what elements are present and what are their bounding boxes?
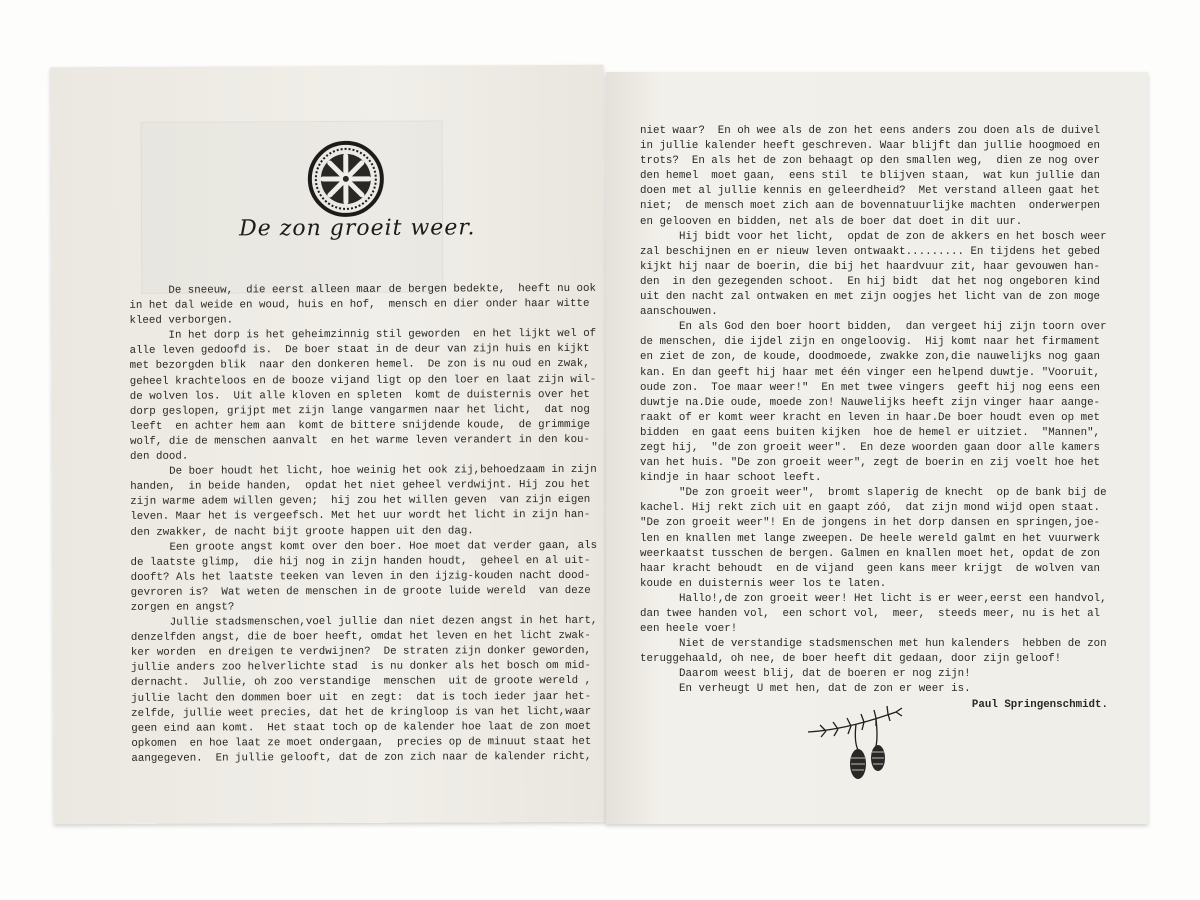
text-line: dernacht. Jullie, oh zoo verstandige menschen uit de groote wereld , (131, 675, 592, 690)
text-line: kijkt hij naar de boerin, die bij het haardvuur zit, haar gevouwen han- (640, 260, 1101, 273)
text-line: in het dal weide en woud, huis en hof, mensch en dier onder haar witte (129, 297, 590, 312)
text-line: doen met al jullie kennis en geleerdheid? Met verstand alleen gaat het (640, 185, 1101, 198)
text-line: Daarom weest blij, dat de boeren er nog zijn! (679, 668, 971, 681)
text-line: Een groote angst komt over den boer. Hoe moet dat verder gaan, als (169, 539, 598, 554)
right-page (606, 72, 1148, 824)
text-line: denzelfden angst, die de boer heeft, omdat het leven en het licht zwak- (130, 630, 591, 645)
left-page (50, 65, 606, 824)
text-line: weerkaatst tusschen de bergen. Galmen en knallen moet het, opdat de zon (640, 547, 1101, 560)
wheel-emblem-icon (306, 139, 386, 219)
text-line: zorgen en angst? (130, 601, 235, 614)
author-signature: Paul Springenschmidt. (971, 698, 1108, 711)
text-line: leven. Maar het is vergeefsch. Met het uur wordt het licht in zijn han- (130, 509, 591, 524)
text-line: de laatste glimp, die hij nog in zijn handen houdt, geheel en al uit- (130, 554, 591, 569)
text-line: kindje in haar schoot leeft. (640, 472, 822, 485)
pine-branch-icon (806, 702, 906, 782)
text-line: "De zon groeit weer", bromt slaperig de knecht op de bank bij de (679, 487, 1107, 500)
text-line: In het dorp is het geheimzinnig stil geworden en het lijkt wel of (168, 328, 597, 342)
text-line: zal beschijnen en er nieuw leven ontwaakt......... En tijdens het gebed (640, 245, 1101, 258)
text-line: En verheugt U met hen, dat de zon er weer is. (679, 683, 971, 696)
text-line: teruggehaald, oh nee, de boer heeft dit gedaan, door zijn geloof! (640, 653, 1062, 666)
text-line: raakt of er komt weer kracht en leven in haar.De boer houdt even op met (640, 411, 1101, 424)
text-line: oude zon. Toe maar weer!" En met twee vingers geeft hij nog eens een (640, 381, 1101, 394)
text-line: leeft en achter hem aan komt de bittere snijdende koude, de grimmige (129, 418, 590, 433)
text-line: gevroren is? Wat weten de menschen in de groote luide wereld van deze (130, 584, 591, 599)
text-line: zijn warme adem willen geven; hij zou het willen geven van zijn eigen (130, 494, 591, 509)
text-line: opkomen en hoe laat ze moet ondergaan, precies op de minuut staat het (131, 735, 592, 750)
text-line: zelfde, jullie weet precies, dat het de kringloop is van het licht,waar (131, 705, 592, 720)
text-line: de menschen, die ijdel zijn en ongeloovig. Hij komt naar het firmament (640, 336, 1101, 349)
body-text (640, 124, 1108, 713)
text-line: Hallo!,de zon groeit weer! Het licht is er weer,eerst een handvol, (679, 592, 1107, 605)
text-line: En als God den boer hoort bidden, dan vergeet hij zijn toorn over (679, 321, 1107, 334)
text-line: de wolven los. Uit alle kloven en spleten komt de duisternis over het (129, 388, 590, 403)
bleed-through-shadow (141, 120, 444, 293)
text-line: kleed verborgen. (129, 314, 234, 328)
text-line: haar kracht behoudt en de vijand geen kans meer krijgt de wolven van (640, 562, 1101, 575)
text-line: koude en duisternis weer los te laten. (640, 577, 887, 590)
text-line: zegt hij, "de zon groeit weer". En deze woorden gaan door alle kamers (640, 441, 1101, 454)
text-line: dan twee handen vol, een schort vol, meer, steeds meer, nu is het al (640, 608, 1101, 620)
text-line: kan. En dan geeft hij haar met één vinger een helpend duwtje. "Vooruit, (640, 366, 1101, 379)
text-line: den hemel moet gaan, eens stil te blijven staan, wat kun jullie dan (640, 170, 1101, 183)
body-text (129, 282, 598, 767)
text-line: geen eind aan komt. Het staat toch op de kalender hoe laat de zon moet (131, 720, 592, 735)
text-line: en ziet de zon, de koude, doodmoede, zwakke zon,die nauwelijks nog gaan (640, 351, 1101, 364)
text-line: aangegeven. En jullie gelooft, dat de zon zich naar de kalender richt, (131, 750, 592, 765)
text-line: uit den nacht zal ontwaken en met zijn oogjes het licht van de zon moge (640, 291, 1101, 304)
text-line: "De zon groeit weer"! En de jongens in het dorp dansen en springen,joe- (640, 517, 1101, 530)
text-line: een heele voer! (640, 623, 738, 636)
text-line: De boer houdt het licht, hoe weinig het ook zij,behoedzaam in zijn (169, 463, 597, 478)
text-line: den in den gezegenden schoot. En hij bidt dat het nog ongeboren kind (640, 275, 1101, 288)
text-line: kachel. Hij rekt zich uit en gaapt zóó, dat zijn mond wijd open staat. (640, 502, 1101, 515)
text-line: len en knallen met lange zweepen. De heele wereld galmt en het vuurwerk (640, 532, 1101, 545)
text-line: ker worden en dreigen te verdwijnen? De straten zijn donker geworden, (130, 645, 591, 660)
text-line: niet; de mensch moet zich aan de bovennatuurlijke machten onderwerpen (640, 200, 1101, 213)
page-title: De zon groeit weer. (239, 215, 476, 242)
text-line: Hij bidt voor het licht, opdat de zon de akkers en het bosch weer (679, 230, 1107, 243)
text-line: in jullie kalender heeft geschreven. Waar blijft dan jullie hoogmoed en (640, 140, 1101, 153)
text-line: den dood. (130, 450, 189, 463)
text-line: alle leven gedoofd is. De boer staat in de deur van zijn huis en kijkt (129, 343, 590, 358)
text-line: De sneeuw, die eerst alleen maar de bergen bedekte, heeft nu ook (168, 282, 596, 297)
text-line: van het huis. "De zon groeit weer", zegt de boerin en zij voelt hoe het (640, 457, 1101, 470)
text-line: den zwakker, de nacht bijt groote happen uit den dag. (130, 524, 474, 539)
text-line: niet waar? En oh wee als de zon het eens anders zou doen als de duivel (640, 125, 1101, 137)
text-line: Jullie stadsmenschen,voel jullie dan niet dezen angst in het hart, (169, 614, 598, 629)
text-line: met bezorgden blik naar den donkeren hemel. De zon is nu oud en zwak, (129, 358, 590, 373)
text-line: trots? En als het de zon behaagt op den smallen weg, dien ze nog over (640, 155, 1101, 168)
text-line: dorp geslopen, grijpt met zijn lange vangarmen naar het licht, dat nog (129, 403, 590, 418)
text-line: dooft? Als het laatste teeken van leven in den ijzig-kouden nacht dood- (130, 569, 591, 584)
text-line: Niet de verstandige stadsmenschen met hun kalenders hebben de zon (679, 638, 1107, 651)
text-line: bidden en gaat eens buiten kijken hoe de hemel er uitziet. "Mannen", (640, 426, 1101, 439)
text-line: aanschouwen. (640, 306, 718, 319)
text-line: en gelooven en bidden, net als de boer dat doet in dit uur. (640, 215, 1023, 228)
text-line: wolf, die de menschen aanvalt en het warme leven verandert in den kou- (129, 433, 591, 448)
text-line: duwtje na.Die oude, moede zon! Nauwelijks heeft zijn vinger haar aange- (640, 396, 1101, 409)
text-line: handen, in beide handen, opdat het niet geheel verdwijnt. Hij zou het (130, 479, 591, 494)
text-line: jullie anders zoo helverlichte stad is nu donker als het bosch om mid- (130, 660, 592, 675)
text-line: geheel krachteloos en de booze vijand ligt op den loer en laat zijn wil- (129, 373, 597, 388)
text-line: jullie lacht den dommen boer uit en zegt: dat is toch ieder jaar het- (131, 690, 592, 705)
